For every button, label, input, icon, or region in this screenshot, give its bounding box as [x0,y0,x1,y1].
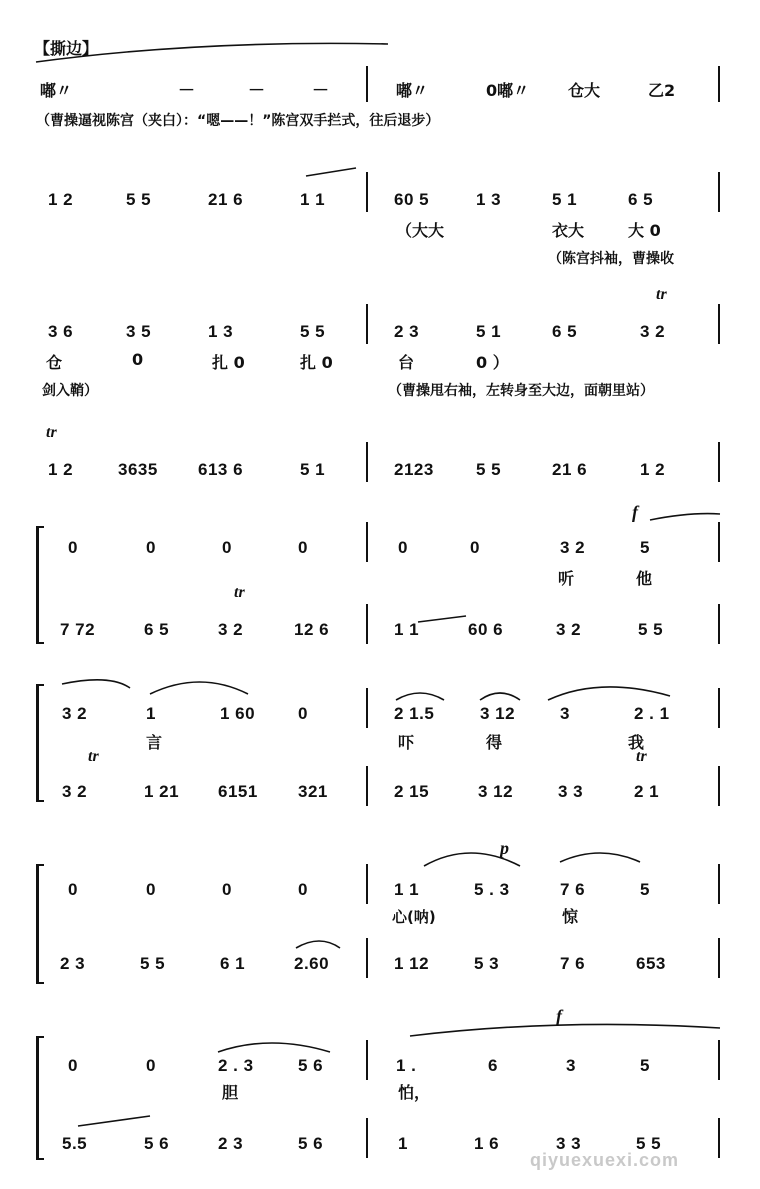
lyric: 惊 [562,907,579,926]
note: 5.5 [62,1134,88,1153]
trill-mark: tr [234,584,245,601]
note: 60 5 [394,190,430,209]
perc-note: 0嘟〃 [486,81,530,100]
perc-note: （大大 [396,221,445,240]
note: 2 . 1 [634,704,670,723]
note: 2 3 [394,322,420,341]
dynamic-mark: f [556,1006,562,1026]
note: 5 . 3 [474,880,510,899]
note: 1 12 [394,954,430,973]
note: 3 2 [560,538,586,557]
note: 1 1 [300,190,326,209]
note: 2 1.5 [394,704,435,723]
note: 653 [636,954,666,973]
note: 1 2 [48,190,74,209]
perc-note: 0 ） [476,353,509,372]
note: 6 5 [552,322,578,341]
perc-note: 大 0 [628,221,661,240]
note: 60 6 [468,620,504,639]
lyric: 怕， [398,1083,431,1102]
lyric: 胆 [222,1083,239,1102]
perc-note: 0 [132,350,144,369]
perc-note: 嘟〃 [40,81,73,100]
perc-note: 仓 [46,353,63,372]
dynamic-mark: p [500,838,509,858]
stage-direction: （曹操甩右袖，左转身至大边，面朝里站） [388,383,654,399]
section-title: 【撕边】 [34,39,99,58]
note: 1 1 [394,620,420,639]
note: 0 [68,880,78,899]
trill-mark: tr [46,424,57,441]
note: 3 [560,704,570,723]
note: 5 5 [140,954,166,973]
note: 3635 [118,460,158,479]
lyric: 言 [146,733,163,752]
note: 5 [640,1056,650,1075]
note: 6 5 [144,620,170,639]
note: 6 [488,1056,498,1075]
note: 7 6 [560,880,586,899]
note: 5 5 [636,1134,662,1153]
note: 3 2 [640,322,666,341]
trill-mark: tr [88,748,99,765]
note: 1 6 [474,1134,500,1153]
note: 0 [398,538,408,557]
note: 0 [146,1056,156,1075]
perc-note: 仓大 [568,81,601,100]
note: 1 . [396,1056,417,1075]
note: 3 2 [556,620,582,639]
note: 0 [68,1056,78,1075]
note: 1 21 [144,782,180,801]
dash: － [178,81,196,100]
note: 0 [470,538,480,557]
dash: － [248,81,266,100]
lyric: 心(呐) [392,908,436,926]
watermark: qiyuexuexi.com [530,1150,680,1170]
perc-note: 乙2 [648,81,676,100]
note: 321 [298,782,328,801]
note: 0 [298,880,308,899]
lyric: 听 [558,569,575,588]
note: 1 3 [476,190,502,209]
lyric: 吓 [398,733,415,752]
note: 1 1 [394,880,420,899]
note: 6151 [218,782,258,801]
note: 5 5 [126,190,152,209]
note: 5 3 [474,954,500,973]
stage-direction: （陈宫抖袖，曹操收 [548,251,674,267]
note: 3 5 [126,322,152,341]
lyric: 得 [486,733,503,752]
note: 1 [146,704,156,723]
perc-note: 扎 0 [212,353,245,372]
note: 21 6 [552,460,588,479]
note: 2.60 [294,954,330,973]
note: 5 [640,538,650,557]
note: 7 6 [560,954,586,973]
note: 5 6 [144,1134,170,1153]
note: 0 [222,880,232,899]
note: 3 6 [48,322,74,341]
note: 1 [398,1134,408,1153]
note: 613 6 [198,460,244,479]
dash: － [312,81,330,100]
note: 5 5 [300,322,326,341]
note: 6 1 [220,954,246,973]
note: 5 6 [298,1056,324,1075]
trill-mark: tr [636,748,647,765]
note: 3 2 [62,782,88,801]
dynamic-mark: f [632,502,638,522]
stage-direction: （曹操逼视陈宫（夹白）：“嗯——！”陈宫双手拦式，往后退步） [36,113,440,129]
note: 0 [146,880,156,899]
note: 2123 [394,460,434,479]
note: 21 6 [208,190,244,209]
note: 2 . 3 [218,1056,254,1075]
perc-note: 扎 0 [300,353,333,372]
note: 0 [68,538,78,557]
note: 1 3 [208,322,234,341]
perc-note: 嘟〃 [396,81,429,100]
note: 0 [298,704,308,723]
trill-mark: tr [656,286,667,303]
note: 1 2 [48,460,74,479]
note: 2 1 [634,782,660,801]
note: 0 [146,538,156,557]
stage-direction: 剑入鞘） [42,383,98,399]
note: 3 3 [558,782,584,801]
note: 3 12 [480,704,516,723]
note: 3 2 [218,620,244,639]
note: 3 3 [556,1134,582,1153]
perc-note: 台 [398,353,415,372]
note: 5 1 [300,460,326,479]
note: 5 1 [552,190,578,209]
note: 2 3 [218,1134,244,1153]
note: 3 2 [62,704,88,723]
note: 0 [222,538,232,557]
note: 3 12 [478,782,514,801]
note: 7 72 [60,620,96,639]
note: 1 60 [220,704,256,723]
note: 5 1 [476,322,502,341]
perc-note: 衣大 [552,221,585,240]
note: 3 [566,1056,576,1075]
lyric: 我 [628,733,645,752]
note: 0 [298,538,308,557]
note: 5 [640,880,650,899]
note: 5 5 [476,460,502,479]
lyric: 他 [636,569,653,588]
note: 1 2 [640,460,666,479]
note: 5 6 [298,1134,324,1153]
note: 2 3 [60,954,86,973]
note: 5 5 [638,620,664,639]
note: 12 6 [294,620,330,639]
note: 2 15 [394,782,430,801]
note: 6 5 [628,190,654,209]
